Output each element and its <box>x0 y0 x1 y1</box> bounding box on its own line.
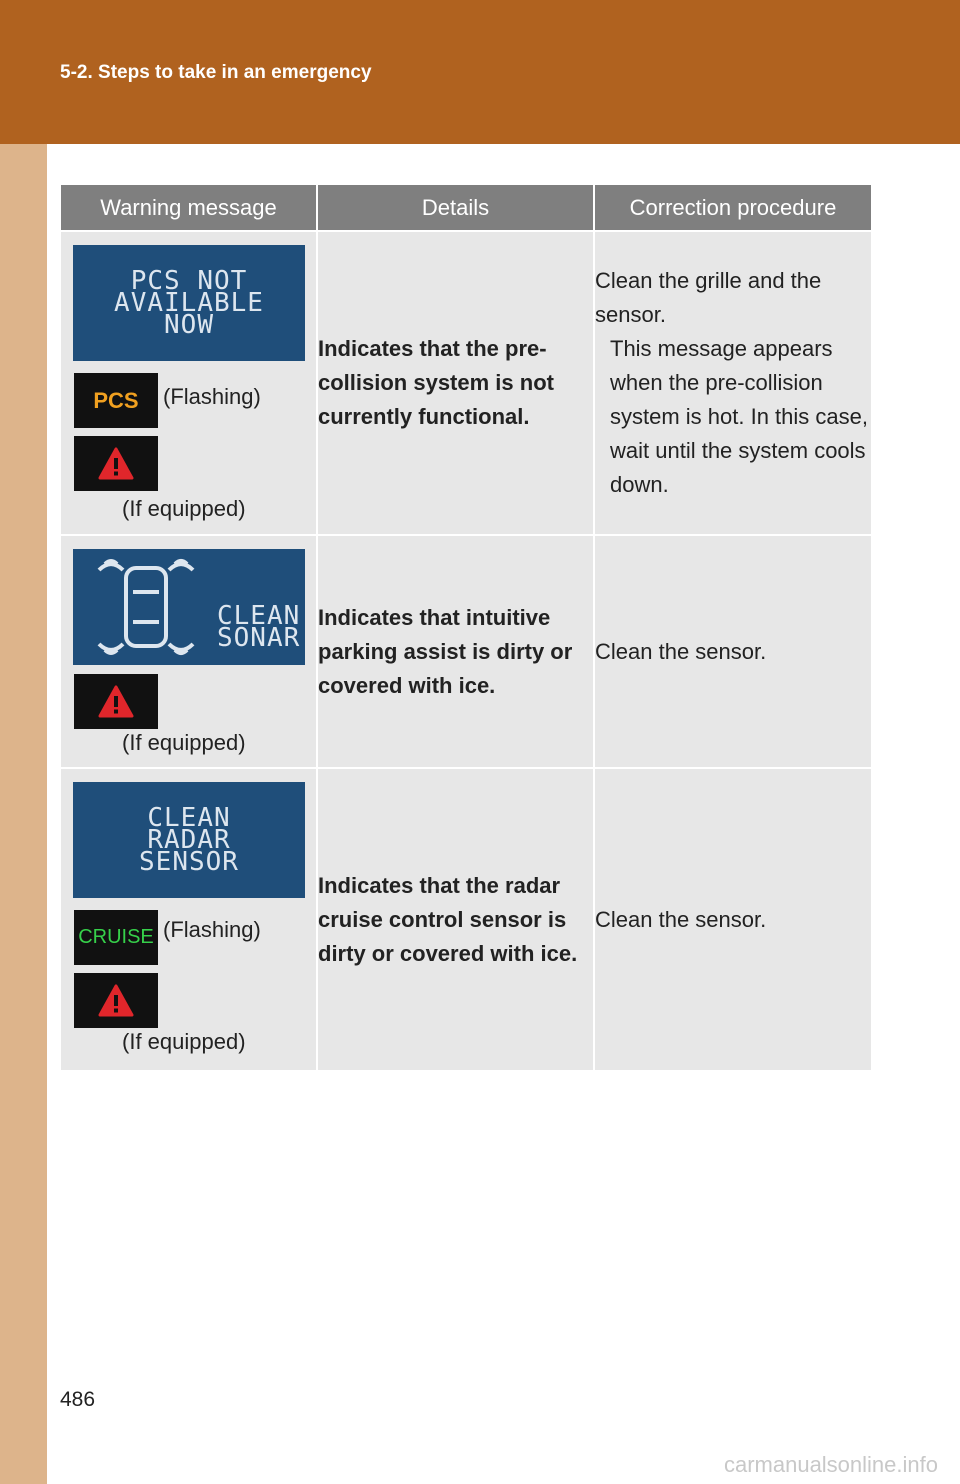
correction-cell: Clean the sensor. <box>594 768 871 1070</box>
table-row <box>61 535 871 768</box>
details-cell: Indicates that the radar cruise control sensor is dirty or covered with ice. <box>317 768 594 1070</box>
correction-cell: Clean the sensor. <box>594 535 871 768</box>
correction-text: Clean the grille and the sensor. <box>595 268 822 327</box>
warning-message-cell <box>61 535 317 768</box>
header-correction-procedure: Correction procedure <box>594 185 871 231</box>
correction-cell <box>594 231 871 535</box>
details-cell: Indicates that intuitive parking assist is dirty or covered with ice. <box>317 535 594 768</box>
warning-message-table <box>61 185 871 1070</box>
flashing-label: (Flashing) <box>163 384 261 409</box>
table-row <box>61 768 871 1070</box>
flashing-label: (Flashing) <box>163 917 261 942</box>
clean-sonar-display: CLEAN SONAR <box>73 549 305 665</box>
side-tab-strip <box>0 144 47 1484</box>
if-equipped-label: (If equipped) <box>122 1029 246 1054</box>
details-cell: Indicates that the pre-collision system is not currently functional. <box>317 231 594 535</box>
warning-message-cell <box>61 231 317 535</box>
section-title: 5-2. Steps to take in an emergency <box>60 62 372 83</box>
watermark: carmanualsonline.info <box>723 1452 938 1477</box>
cruise-indicator-icon: CRUISE <box>74 910 158 965</box>
warning-triangle-icon <box>74 436 158 491</box>
if-equipped-label: (If equipped) <box>122 730 246 755</box>
parking-sensor-car-icon <box>91 552 201 662</box>
page-header <box>0 0 960 144</box>
warning-message-cell <box>61 768 317 1070</box>
warning-triangle-icon <box>74 674 158 729</box>
header-warning-message: Warning message <box>61 185 317 231</box>
page-number: 486 <box>60 1388 96 1411</box>
header-details: Details <box>317 185 594 231</box>
if-equipped-label: (If equipped) <box>122 496 246 521</box>
pcs-indicator-icon: PCS <box>74 373 158 428</box>
pcs-not-available-display: PCS NOT AVAILABLE NOW <box>73 245 305 361</box>
warning-triangle-icon <box>74 973 158 1028</box>
table-row <box>61 231 871 535</box>
clean-radar-sensor-display: CLEAN RADAR SENSOR <box>73 782 305 898</box>
correction-note: This message appears when the pre-collision system is hot. In this case, wait until the system cools down. <box>610 336 868 497</box>
